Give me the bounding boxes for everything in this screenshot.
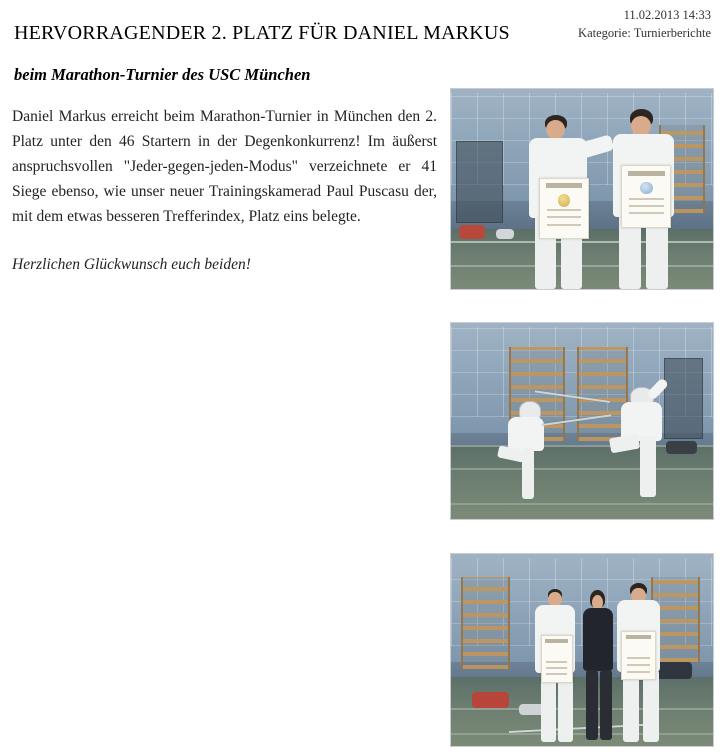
article-meta [471,6,711,42]
photo-1-alt [12,85,13,86]
photo-group-three-persons [450,553,714,747]
photo-fencing-bout-action [450,322,714,520]
article-paragraph: Daniel Markus erreicht beim Marathon-Turnier in München den 2. Platz unter den 46 Startern in der Degenkonkurrenz! Im äußerst anspruchsvollen "Jeder-gegen-jeden-Modus" verzeichnete er 41 Siege ebenso, wie unser neuer Trainingskamerad Paul Puscasu der, mit dem etwas besseren Trefferindex, Platz eins belegte. [12,108,437,226]
article-closing-line: Herzlichen Glückwunsch euch beiden! [12,255,251,273]
photo-two-fencers-with-certificates [450,88,714,290]
article-date: 11.02.2013 14:33 [623,8,711,22]
page-subtitle: beim Marathon-Turnier des USC München [14,65,311,84]
article-body [12,104,437,274]
photo-3-alt [12,85,13,86]
article-category: Kategorie: Turnierberichte [578,26,711,41]
page-title: HERVORRAGENDER 2. PLATZ FÜR DANIEL MARKUS [14,22,510,44]
photo-2-alt [12,85,13,86]
